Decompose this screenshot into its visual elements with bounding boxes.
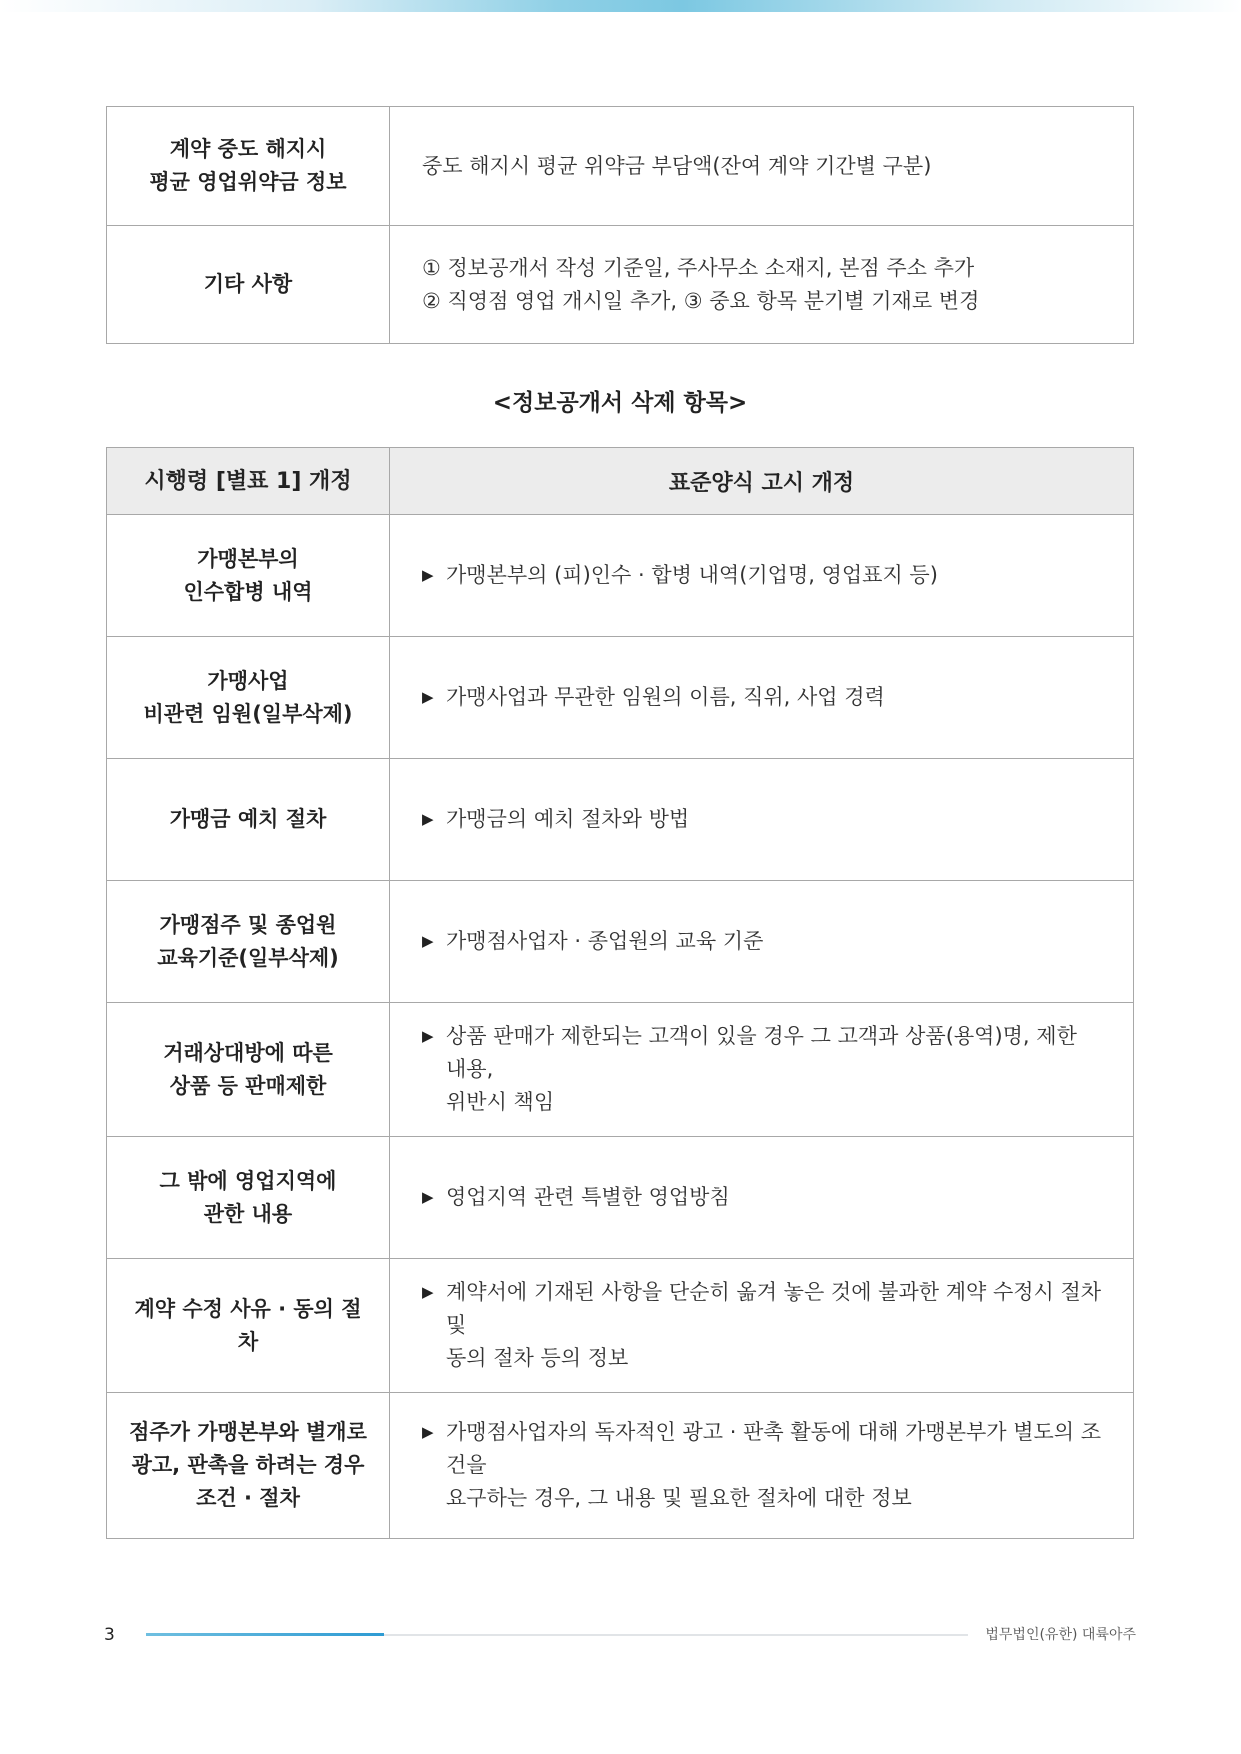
row-label <box>107 1393 390 1539</box>
label-line: 조건 · 절차 <box>196 1486 300 1510</box>
label-line: 그 밖에 영업지역에 <box>159 1168 337 1193</box>
row-content <box>390 1259 1134 1393</box>
row-label <box>107 107 390 226</box>
label-line: 가맹사업 <box>207 668 289 693</box>
content-line: 동의 절차 등의 정보 <box>446 1346 629 1370</box>
bullet-arrow-icon: ▶ <box>422 1027 434 1045</box>
label-line: 거래상대방에 따른 <box>163 1040 333 1065</box>
row-label <box>107 1137 390 1259</box>
label-line: 가맹본부의 <box>197 546 299 571</box>
content-line: 가맹점사업자의 독자적인 광고 · 판촉 활동에 대해 가맹본부가 별도의 조건을 <box>446 1420 1102 1477</box>
content-line: ② 직영점 영업 개시일 추가, ③ 중요 항목 분기별 기재로 변경 <box>422 288 980 313</box>
label-line: 점주가 가맹본부와 별개로 <box>129 1420 367 1444</box>
content-line: 중도 해지시 평균 위약금 부담액(잔여 계약 기간별 구분) <box>422 153 932 178</box>
content-line: 영업지역 관련 특별한 영업방침 <box>446 1185 730 1209</box>
content-line: 가맹금의 예치 절차와 방법 <box>446 807 690 831</box>
disclosure-addition-table <box>106 106 1134 344</box>
row-label <box>107 515 390 637</box>
table-row <box>107 881 1134 1003</box>
row-content <box>390 1137 1134 1259</box>
label-line: 기타 사항 <box>203 272 293 296</box>
row-label <box>107 1003 390 1137</box>
bullet-arrow-icon: ▶ <box>422 932 434 950</box>
content-line: 가맹점사업자 · 종업원의 교육 기준 <box>446 929 764 953</box>
table-row <box>107 759 1134 881</box>
row-label <box>107 226 390 344</box>
row-content <box>390 759 1134 881</box>
bullet-arrow-icon: ▶ <box>422 1283 434 1301</box>
section-title: <정보공개서 삭제 항목> <box>492 390 748 416</box>
content-line: 요구하는 경우, 그 내용 및 필요한 절차에 대한 정보 <box>446 1486 912 1510</box>
label-line: 광고, 판촉을 하려는 경우 <box>131 1453 365 1477</box>
label-line: 교육기준(일부삭제) <box>157 945 339 970</box>
label-line: 관한 내용 <box>203 1201 293 1226</box>
column-header: 표준양식 고시 개정 <box>390 448 1134 515</box>
row-label <box>107 1259 390 1393</box>
label-line: 평균 영업위약금 정보 <box>149 170 347 194</box>
label-line: 상품 등 판매제한 <box>169 1073 327 1098</box>
label-line: 계약 수정 사유 · 동의 절차 <box>134 1296 362 1354</box>
table-row <box>107 1393 1134 1539</box>
label-line: 가맹점주 및 종업원 <box>159 912 337 937</box>
row-label <box>107 637 390 759</box>
bullet-arrow-icon: ▶ <box>422 1423 434 1441</box>
table-row <box>107 1259 1134 1393</box>
content-line: 상품 판매가 제한되는 고객이 있을 경우 그 고객과 상품(용역)명, 제한 내용, <box>446 1024 1077 1081</box>
row-content <box>390 226 1134 344</box>
row-content <box>390 515 1134 637</box>
table-row <box>107 107 1134 226</box>
table-header-row <box>107 448 1134 515</box>
label-line: 가맹금 예치 절차 <box>169 807 327 831</box>
content-line: 가맹본부의 (피)인수 · 합병 내역(기업명, 영업표지 등) <box>446 563 938 587</box>
label-line: 계약 중도 해지시 <box>169 137 327 161</box>
label-line: 인수합병 내역 <box>183 579 313 604</box>
page-number: 3 <box>104 1625 115 1645</box>
row-label <box>107 881 390 1003</box>
table-row <box>107 515 1134 637</box>
content-line: 계약서에 기재된 사항을 단순히 옮겨 놓은 것에 불과한 계약 수정시 절차 및 <box>446 1280 1102 1337</box>
content-line: ① 정보공개서 작성 기준일, 주사무소 소재지, 본점 주소 추가 <box>422 255 975 280</box>
top-decorative-band <box>0 0 1241 12</box>
row-content <box>390 1003 1134 1137</box>
column-header: 시행령 [별표 1] 개정 <box>107 448 390 515</box>
bullet-arrow-icon: ▶ <box>422 1188 434 1206</box>
row-content <box>390 637 1134 759</box>
bullet-arrow-icon: ▶ <box>422 688 434 706</box>
table-row <box>107 1137 1134 1259</box>
bullet-arrow-icon: ▶ <box>422 566 434 584</box>
row-content <box>390 881 1134 1003</box>
content-line: 위반시 책임 <box>446 1090 555 1114</box>
table-row <box>107 637 1134 759</box>
table-row <box>107 1003 1134 1137</box>
row-content <box>390 1393 1134 1539</box>
footer-brand: 법무법인(유한) 대륙아주 <box>985 1627 1136 1643</box>
table-row <box>107 226 1134 344</box>
content-line: 가맹사업과 무관한 임원의 이름, 직위, 사업 경력 <box>446 685 885 709</box>
row-content <box>390 107 1134 226</box>
label-line: 비관련 임원(일부삭제) <box>143 701 353 726</box>
disclosure-deletion-table <box>106 447 1134 1539</box>
bullet-arrow-icon: ▶ <box>422 810 434 828</box>
footer-divider-accent <box>146 1633 384 1636</box>
row-label <box>107 759 390 881</box>
